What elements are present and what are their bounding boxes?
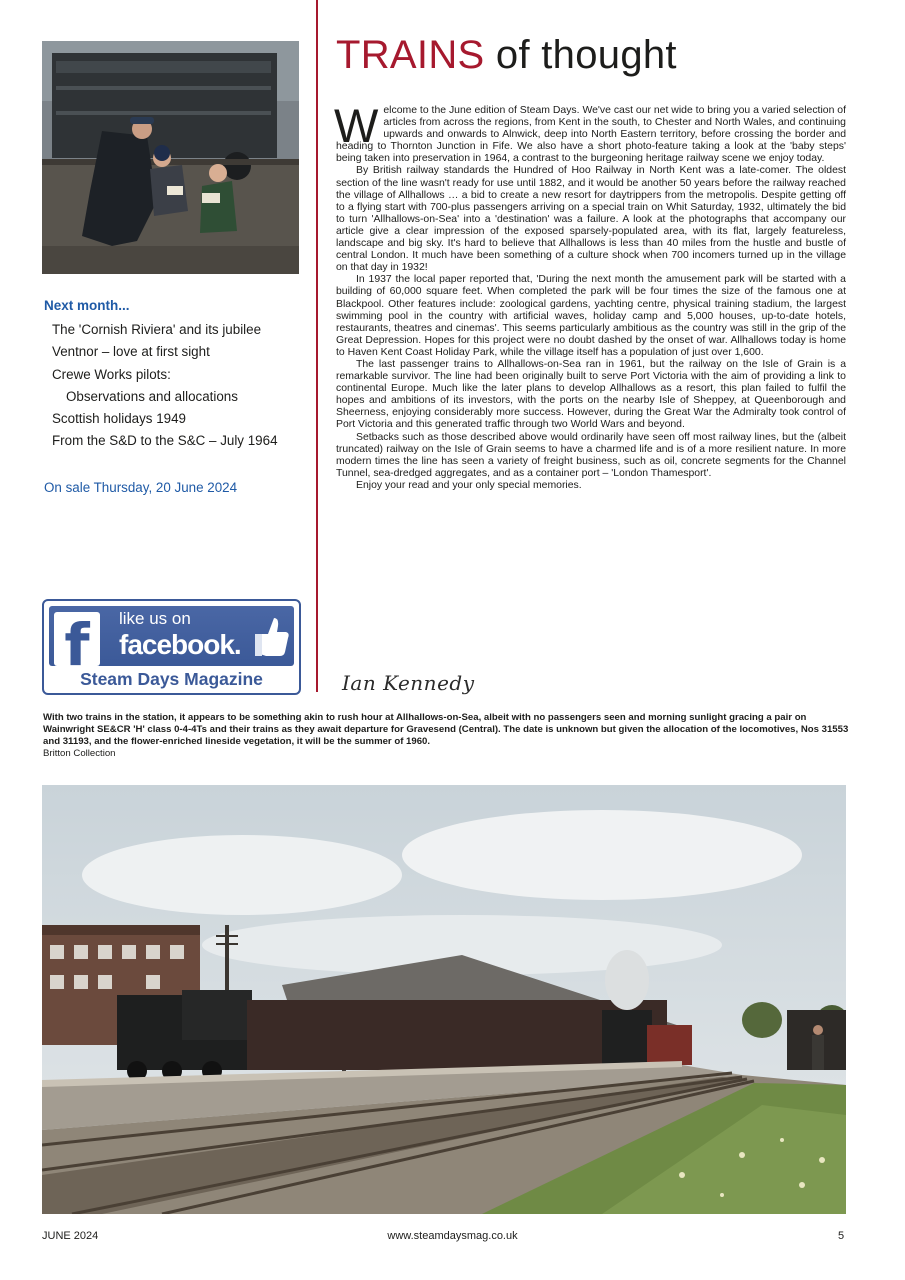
editorial-paragraph: The last passenger trains to Allhallows-on-Sea ran in 1961, but the railway on the Isle of Grain is a remarkable survivor. The line had been originally built to serve Port Victoria with the aim of providing a link to continental Europe. Much like the later plans to develop Allhallows as a resort, this plan failed to fulfil the hopes and ambitions of its investors, with the ports on the nearby Isle of Sheppey, at Queenborough and Sheerness, enjoying considerably more success. However, during the Great War the Admiralty took control of Port Victoria and this generated traffic through two World Wars and beyond. — [336, 358, 846, 431]
editorial-paragraph: In 1937 the local paper reported that, 'During the next month the amusement park will be started with a building of 60,000 square feet. When completed the park will be four times the size of the famous one at Blackpool. Other features include: zoological gardens, yachting centre, physical training stadium, the largest swimming pool in the country with artificial waves, holiday camp and 5,000 houses, up-to-date hotels, restaurants, theatres and cinemas'. This seems particularly ambitious as the country was still in the grip of the Great Depression. Hopes for this project were no doubt dashed by the onset of war. Allhallows today is home to Haven Kent Coast Holiday Park, while the village itself has a population of just over 1,600. — [336, 274, 846, 358]
page-number: 5 — [838, 1230, 845, 1242]
editorial-paragraph: Setbacks such as those described above would ordinarily have seen off most railway lines, but the (albeit truncated) railway on the Isle of Grain seems to have a charmed life and is of a more resilient nature. In more modern times the line has seen a variety of freight business, such as oil, concrete segments for the Channel Tunnel, sea-dredged aggregates, and as a container port – 'London Thamesport'. — [336, 431, 846, 479]
caption-text: With two trains in the station, it appears to be something akin to rush hour at Allhallows-on-Sea, albeit with no passengers seen and morning sunlight gracing a pair on Wainwright SE&CR 'H' class 0-4-4Ts and their trains as they await departure for Gravesend (Central). The date is unknown but given the allocation of the locomotives, Nos 31553 and 31193, and the flower-enriched lineside vegetation, it will be the summer of 1960. — [43, 712, 849, 747]
editorial-paragraph: Welcome to the June edition of Steam Days. We've cast our net wide to bring you a varied selection of articles from across the regions, from Kent in the south, to Chester and North Wales, and continuing upwards and onwards to Alnwick, deep into North Eastern territory, before crossing the border and heading to Thornton Junction in Fife. We also have a short photo-feature taking a look at the 'baby steps' being taken into preservation in 1964, a contrast to the burgeoning heritage railway scene we enjoy today. — [334, 99, 846, 165]
title-rest: of thought — [484, 33, 677, 77]
next-month-panel — [44, 298, 309, 453]
facebook-logo-icon: f — [54, 612, 100, 666]
next-month-list — [44, 319, 309, 453]
next-month-item: Ventnor – love at first sight — [52, 344, 210, 360]
facebook-promo[interactable] — [42, 599, 301, 695]
photo-railwayman-and-boys — [42, 41, 299, 274]
title-highlight: TRAINS — [336, 33, 485, 77]
next-month-item: From the S&D to the S&C – July 1964 — [52, 433, 278, 449]
next-month-item: Crewe Works pilots: — [52, 366, 171, 382]
footer-url[interactable]: www.steamdaysmag.co.uk — [387, 1230, 518, 1242]
facebook-like-text: like us on — [119, 609, 191, 628]
next-month-heading: Next month... — [44, 298, 130, 313]
facebook-page-name: Steam Days Magazine — [80, 669, 263, 689]
editorial-paragraph: By British railway standards the Hundred of Hoo Railway in North Kent was a late-comer. The oldest section of the line wasn't ready for use until 1882, and it would be another 50 years before the railway reached the village of Allhallows … a bid to create a new resort for daytrippers from the metropolis. Despite getting off to a flying start with 700-plus passengers arriving on a special train on Whit Saturday, 1932, ultimately the bid to turn 'Allhallows-on-Sea' into a 'destination' was a failure. A look at the photographs that accompany our article give a clear impression of the exposed sparsely-populated area, with its flat, largely featureless, landscape and big sky. It's hard to believe that Allhallows is less than 40 miles from the hustle and bustle of central London. It much have been something of a culture shock when 700 incomers turned up in the village on that day in 1932! — [336, 165, 846, 274]
next-month-item: Observations and allocations — [66, 388, 238, 404]
page-title — [336, 33, 677, 78]
next-month-item: Scottish holidays 1949 — [52, 411, 186, 427]
photo-caption — [43, 712, 855, 760]
facebook-wordmark: facebook. — [119, 629, 241, 660]
editorial-paragraph: Enjoy your read and your only special memories. — [356, 479, 582, 491]
drop-cap: W — [334, 99, 379, 152]
editor-signature: Ian Kennedy — [342, 671, 475, 695]
thumbs-up-icon — [254, 614, 290, 658]
column-divider — [316, 0, 318, 692]
photo-allhallows-station — [42, 785, 846, 1214]
on-sale-date: On sale Thursday, 20 June 2024 — [44, 480, 238, 495]
footer-issue: JUNE 2024 — [42, 1230, 99, 1242]
editorial-body — [334, 99, 846, 492]
photo-credit: Britton Collection — [43, 748, 116, 759]
next-month-item: The 'Cornish Riviera' and its jubilee — [52, 322, 262, 337]
facebook-banner — [49, 606, 294, 666]
